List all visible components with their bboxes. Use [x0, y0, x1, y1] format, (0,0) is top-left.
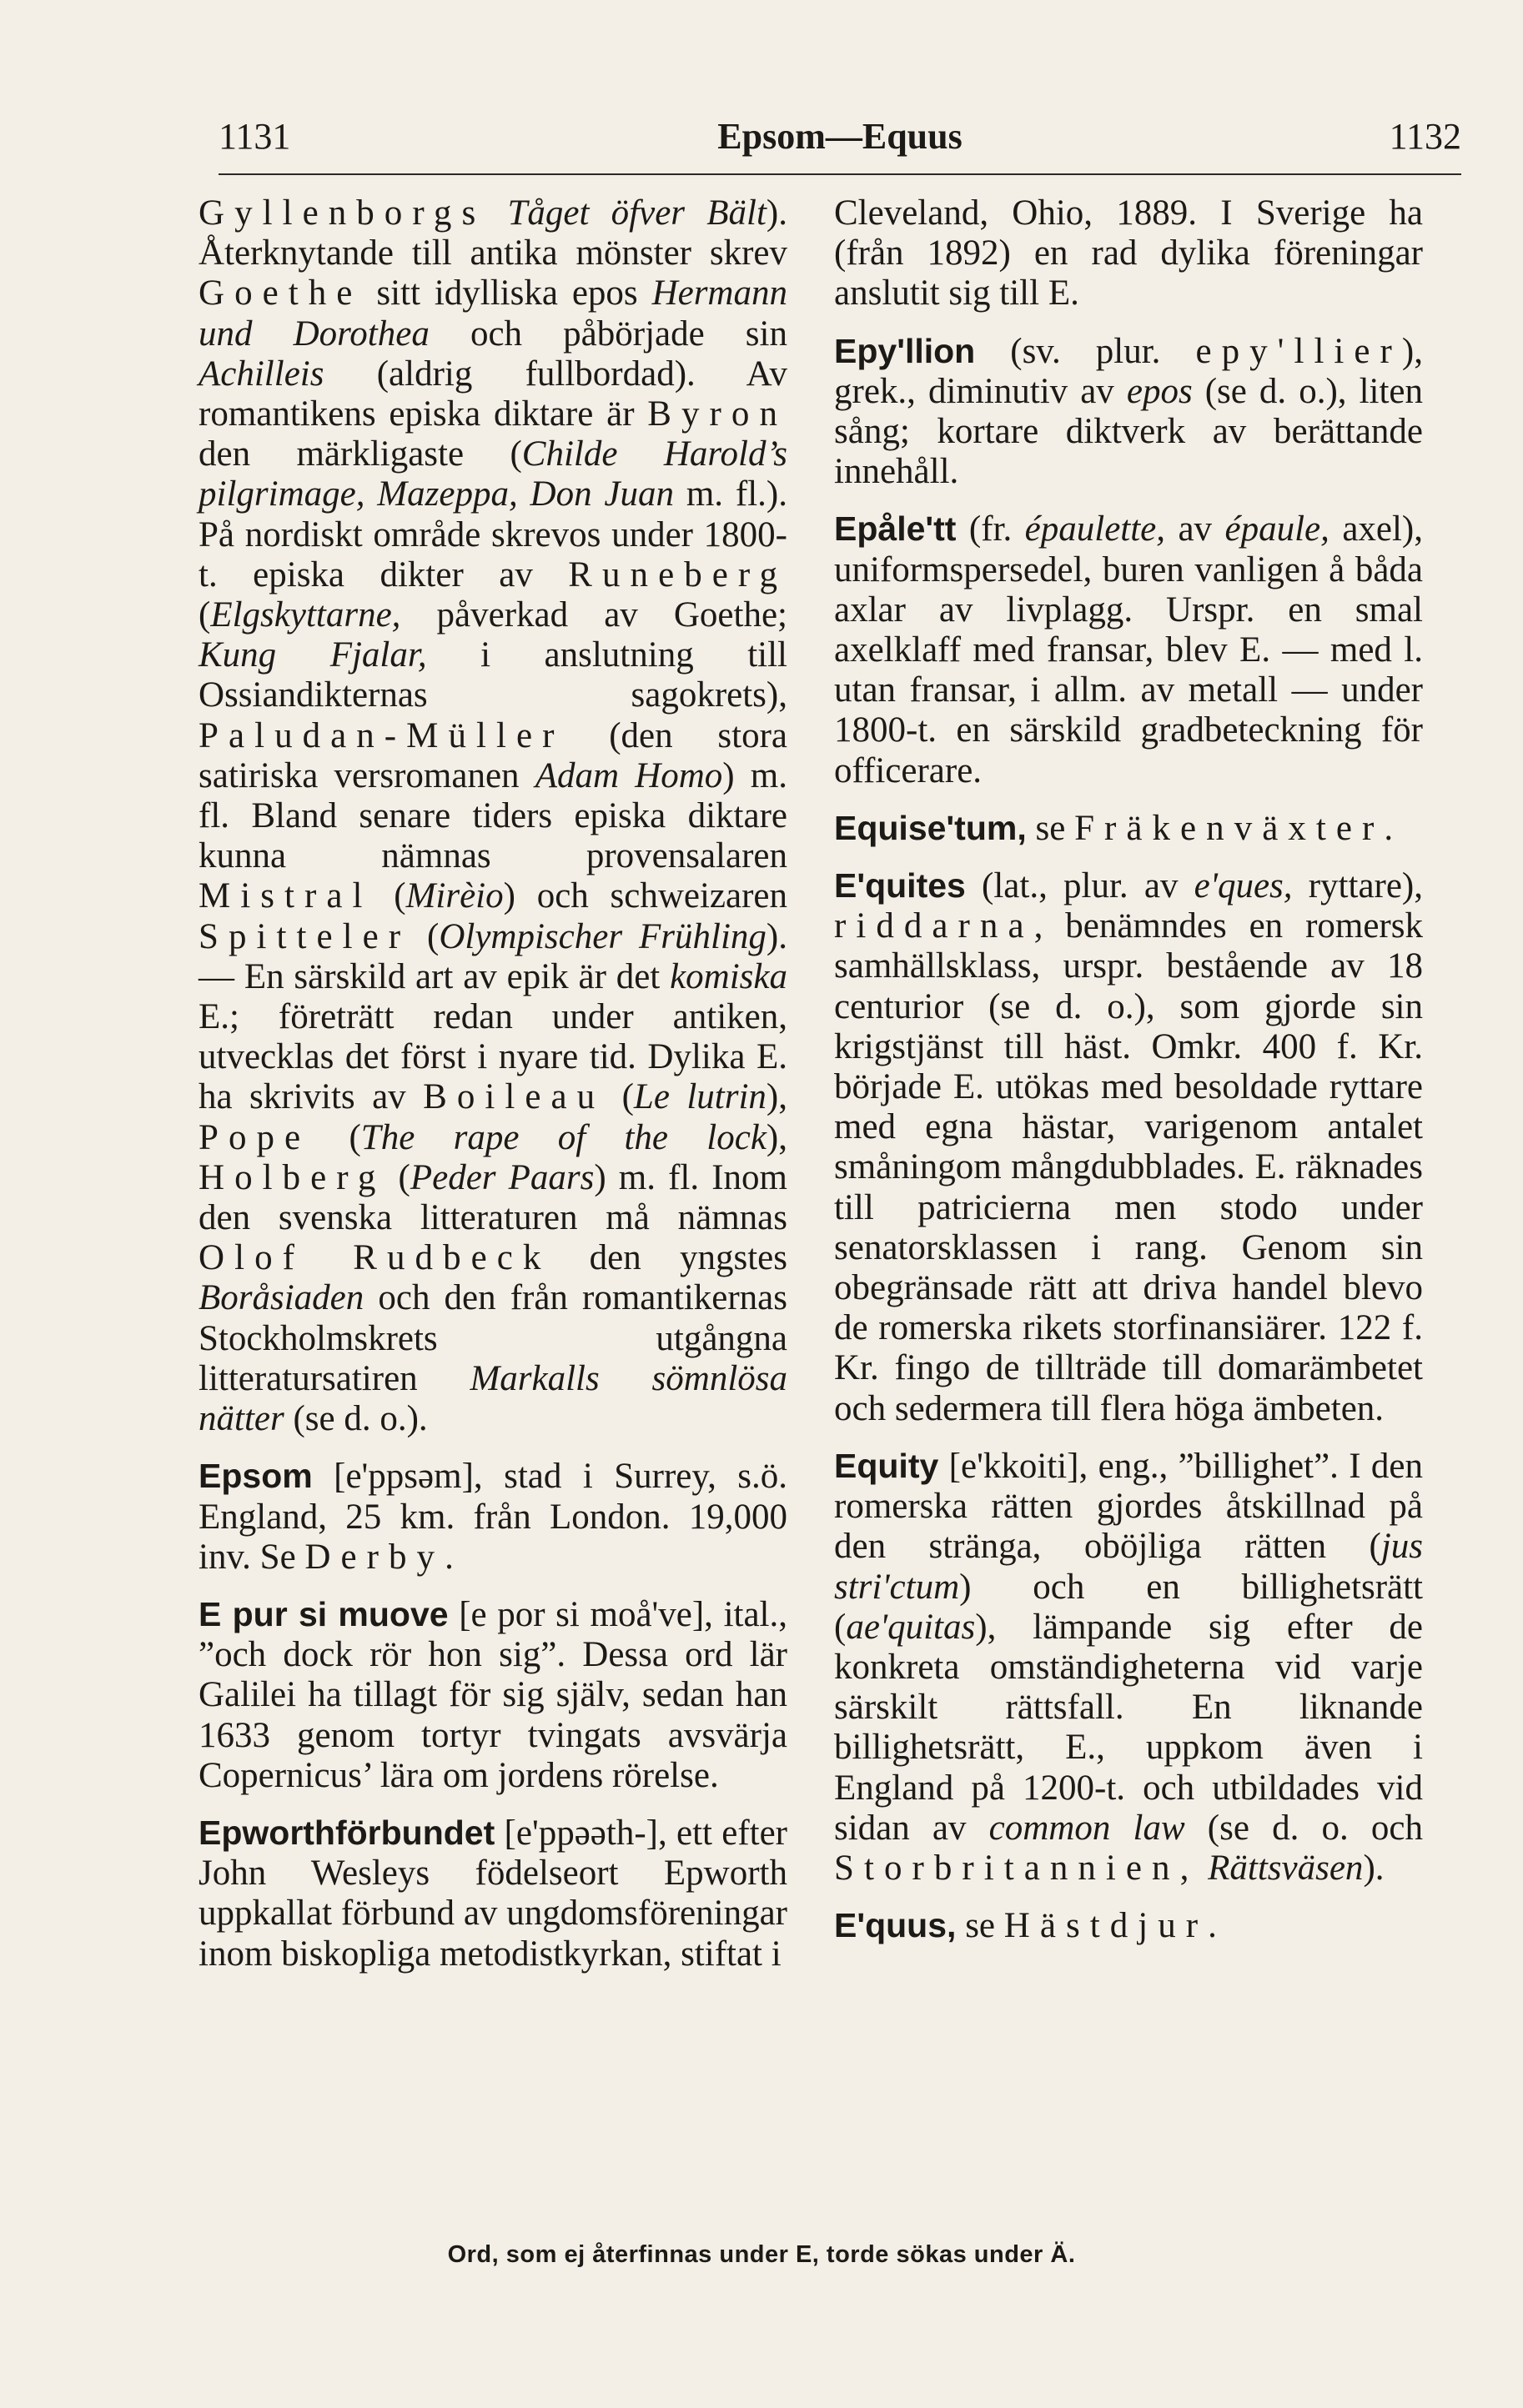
running-title: Epsom—Equus	[717, 116, 963, 157]
page-number-right: 1132	[1389, 116, 1461, 157]
header-rule	[219, 173, 1461, 175]
headword-epsom: Epsom	[199, 1457, 313, 1496]
footer-note: Ord, som ej återfinnas under E, torde sökas under Ä.	[447, 2241, 1076, 2268]
epos-continuation: Gyllenborgs Tåget öfver Bält). Återknytande till antika mönster skrev Goethe sitt idylliska epos Hermann und Dorothea och påbörjade sin Achilleis (aldrig fullbordad). Av romantikens episka diktare är Byron den märkligaste (Childe Harold’s pilgrimage, Mazeppa, Don Juan m. fl.). På nordiskt område skrevos under 1800-t. episka dikter av Runeberg (Elgskyttarne, påverkad av Goethe; Kung Fjalar, i anslutning till Ossiandikternas sagokrets), Paludan-Müller (den stora satiriska versromanen Adam Homo) m. fl. Bland senare tiders episka diktare kunna nämnas provensalaren Mistral (Mirèio) och schweizaren Spitteler (Olympischer Frühling). — En särskild art av epik är det komiska E.; företrätt redan under antiken, utvecklas det först i nyare tid. Dylika E. ha skrivits av Boileau (Le lutrin), Pope (The rape of the lock), Holberg (Peder Paars) m. fl. Inom den svenska litteraturen må nämnas Olof Rudbeck den yngstes Boråsiaden och den från romantikernas Stockholmskrets utgångna litteratursatiren Markalls sömnlösa nätter (se d. o.).	[199, 193, 787, 1439]
right-column	[834, 193, 1423, 1946]
headword-equus: E'quus,	[834, 1906, 957, 1945]
left-column	[199, 193, 787, 1974]
page-number-left: 1131	[219, 116, 291, 157]
epworth-continuation: Cleveland, Ohio, 1889. I Sverige ha (från 1892) en rad dylika föreningar anslutit sig till E.	[834, 193, 1423, 314]
entry-equites: E'quites (lat., plur. av e'ques, ryttare), riddarna, benämndes en romersk samhällsklass, urspr. bestående av 18 centurior (se d. o.), som gjorde sin krigstjänst till häst. Omkr. 400 f. Kr. började E. utökas med besoldade ryttare med egna hästar, varigenom antalet småningom mångdubblades. E. räknades till patricierna men stodo under senatorsklassen i rang. Genom sin obegränsade rätt att driva handel blevo de romerska rikets storfinansiärer. 122 f. Kr. fingo de tillträde till domarämbetet och sedermera till flera höga ämbeten.	[834, 866, 1424, 1428]
headword-epyllion: Epy'llion	[834, 331, 976, 370]
headword-epworthforbundet: Epworthförbundet	[199, 1813, 495, 1852]
headword-e-pur-si-muove: E pur si muove	[199, 1594, 449, 1633]
entry-equisetum: Equise'tum, se Fräkenväxter.	[834, 808, 1394, 848]
entry-epyllion: Epy'llion (sv. plur. epy'llier), grek., diminutiv av epos (se d. o.), liten sång; kortare diktverk av berättande innehåll.	[834, 331, 1423, 492]
headword-equisetum: Equise'tum,	[834, 808, 1027, 847]
page-header	[219, 107, 1461, 173]
entry-epsom: Epsom [e'ppsəm], stad i Surrey, s.ö. England, 25 km. från London. 19,000 inv. Se Derby.	[199, 1457, 787, 1577]
entry-epalett: Epåle'tt (fr. épaulette, av épaule, axel), uniformspersedel, buren vanligen å båda axlar av livplagg. Urspr. en smal axelklaff med fransar, blev E. — med l. utan fransar, i allm. av metall — under 1800-t. en särskild gradbeteckning för officerare.	[834, 509, 1423, 790]
headword-equites: E'quites	[834, 866, 966, 906]
entry-equity: Equity [e'kkoiti], eng., ”billighet”. I den romerska rätten gjordes åtskillnad på den stränga, oböjliga rätten (jus stri'ctum) och en billighetsrätt (ae'quitas), lämpande sig efter de konkreta omständigheterna vid varje särskilt rättsfall. En liknande billighetsrätt, E., uppkom även i England på 1200-t. och utbildades vid sidan av common law (se d. o. och Storbritannien, Rättsväsen).	[834, 1446, 1423, 1888]
headword-equity: Equity	[834, 1446, 939, 1485]
entry-epworthforbundet: Epworthförbundet [e'ppəəth-], ett efter John Wesleys födelseort Epworth uppkallat förbund av ungdomsföreningar inom biskopliga metodistkyrkan, stiftat i	[199, 1813, 787, 1974]
entry-e-pur-si-muove: E pur si muove [e por si moå've], ital., ”och dock rör hon sig”. Dessa ord lär Galilei ha tillagt för sig själv, sedan han 1633 genom tortyr tvingats avsvärja Copernicus’ lära om jordens rörelse.	[199, 1594, 787, 1795]
headword-epalett: Epåle'tt	[834, 509, 957, 549]
entry-equus: E'quus, se Hästdjur.	[834, 1906, 1217, 1946]
